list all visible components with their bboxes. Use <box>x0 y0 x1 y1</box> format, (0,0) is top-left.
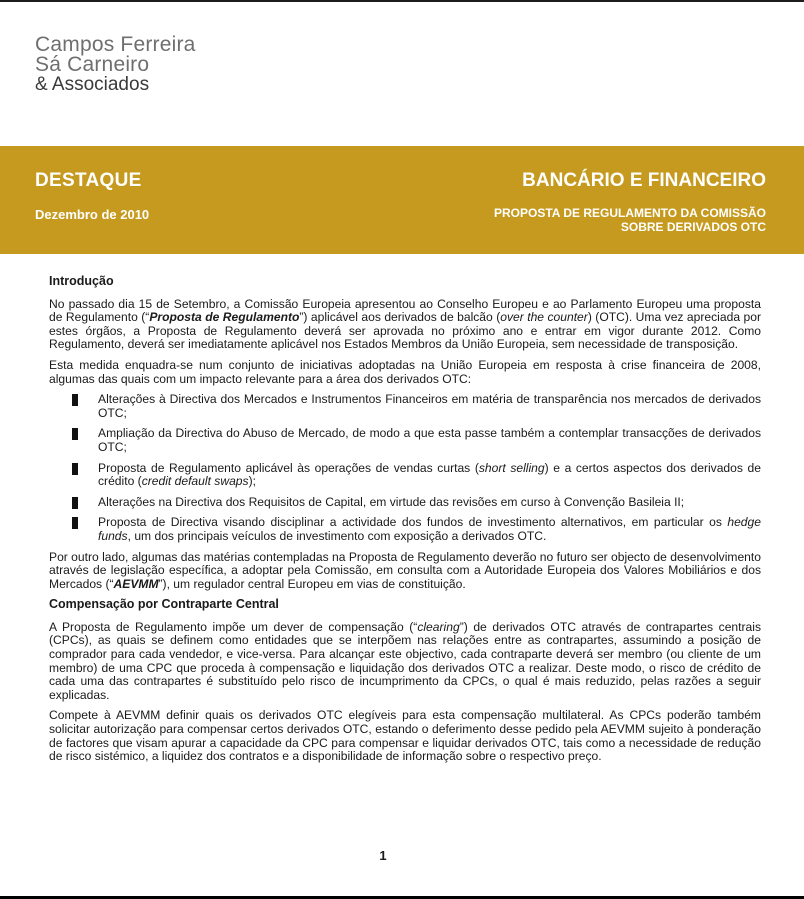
list-item-text: Alterações na Directiva dos Requisitos de Capital, em virtude das revisões em curso à Convenção Basileia II; <box>98 494 685 509</box>
italic-term: over the counter <box>500 310 588 325</box>
subtitle-line-1: PROPOSTA DE REGULAMENTO DA COMISSÃO <box>493 206 766 220</box>
subtitle-line-2: SOBRE DERIVADOS OTC <box>620 220 766 234</box>
list-item-text: Alterações à Directiva dos Mercados e Instrumentos Financeiros em matéria de transparência nos mercados de derivados OTC; <box>98 392 761 420</box>
text-run: ”) de derivados OTC através de contrapartes centrais (CPCs), as quais se definem como entidades que se interpõem nas relações entre as contrapartes, assumindo a posição de comprador para cada vendedor, e vice-versa. Para alcançar este objectivo, cada contraparte deverá ser membro (ou cliente de um membro) de uma CPC que proceda à compensação e liquidação dos derivados OTC a realizar. Deste modo, o risco de crédito de cada uma das contrapartes é substituído pelo risco de incumprimento da CPCs, o qual é mais reduzido, pelas razões a seguir explicadas. <box>49 619 761 702</box>
logo-line-2: Sá Carneiro <box>35 53 150 76</box>
document-body <box>49 275 761 771</box>
logo-line-1: Campos Ferreira <box>35 33 196 56</box>
firm-logo <box>35 35 196 95</box>
text-run: Por outro lado, algumas das matérias contempladas na Proposta de Regulamento deverão no futuro ser objecto de desenvolvimento através de legislação específica, a adoptar pela Comissão, em consulta com a Autoridade Europeia dos Valores Mobiliários e dos Mercados (“ <box>49 549 761 591</box>
bullet-marker <box>72 394 78 406</box>
intro-paragraph-1 <box>49 298 761 352</box>
document-subtitle <box>494 206 766 234</box>
text-run: A Proposta de Regulamento impõe um dever de compensação (“ <box>49 619 418 634</box>
text-run: ); <box>248 474 256 489</box>
intro-paragraph-2: Esta medida enquadra-se num conjunto de iniciativas adoptadas na União Europeia em resposta à crise financeira de 2008, algumas das quais com um impacto relevante para a área dos derivados OTC: <box>49 357 761 386</box>
italic-term: hedge funds <box>98 515 761 543</box>
bullet-marker <box>72 517 78 529</box>
text-run: No passado dia 15 de Setembro, a Comissão Europeia apresentou ao Conselho Europeu e ao Parlamento Europeu uma proposta de Regulamento (“ <box>49 296 761 325</box>
list-item-text: Ampliação da Directiva do Abuso de Mercado, de modo a que esta passe também a contemplar transacções de derivados OTC; <box>98 426 761 454</box>
bullet-marker <box>72 463 78 475</box>
logo-line-3: & Associados <box>35 74 150 95</box>
defined-term: AEVMM <box>113 576 159 591</box>
text-run: Proposta de Directiva visando disciplinar a actividade dos fundos de investimento alternativos, em particular os <box>98 515 728 530</box>
intro-paragraph-3 <box>49 551 761 592</box>
text-run: ) e a certos aspectos dos derivados de crédito ( <box>98 460 761 489</box>
list-item <box>49 496 761 510</box>
ccp-heading: Compensação por Contraparte Central <box>49 597 279 612</box>
italic-term: short selling <box>478 460 545 475</box>
initiatives-list <box>49 393 761 543</box>
intro-heading: Introdução <box>49 274 114 288</box>
text-run: , um dos principais veículos de investimento com exposição a derivados OTC. <box>127 528 547 543</box>
ccp-paragraph-1 <box>49 621 761 703</box>
header-band <box>0 146 804 254</box>
text-run: ”) aplicável aos derivados de balcão ( <box>299 310 501 325</box>
list-item <box>49 393 761 420</box>
text-run: ”), um regulador central Europeu em vias de constituição. <box>158 576 466 591</box>
list-item <box>49 462 761 489</box>
ccp-paragraph-2: Compete à AEVMM definir quais os derivados OTC elegíveis para esta compensação multilateral. As CPCs poderão também solicitar autorização para compensar certos derivados OTC, estando o deferimento desse pedido pela AEVMM sujeito à ponderação de factores que visam apurar a capacidade da CPC para compensar e liquidar derivados OTC, tais como a necessidade de redução de risco sistémico, a liquidez dos contratos e a disponibilidade de informação sobre o respectivo preço. <box>49 708 761 764</box>
list-item <box>49 516 761 543</box>
defined-term: Proposta de Regulamento <box>149 310 300 325</box>
page-number: 1 <box>379 848 387 863</box>
list-item <box>49 427 761 454</box>
italic-term: credit default swaps <box>141 474 249 489</box>
document-kind: DESTAQUE <box>35 170 142 191</box>
bullet-marker <box>72 428 78 440</box>
text-run: Proposta de Regulamento aplicável às operações de vendas curtas ( <box>98 460 479 475</box>
bullet-marker <box>72 497 78 509</box>
top-border <box>0 0 804 2</box>
italic-term: clearing <box>417 619 460 634</box>
practice-area: BANCÁRIO E FINANCEIRO <box>522 170 766 191</box>
text-run: ) (OTC). Uma vez apreciada por estes órgãos, a Proposta de Regulamento deverá ser aprovada no próximo ano e entrar em vigor durante 2012. Como Regulamento, deverá ser imediatamente aplicável nos Estados Membros da União Europeia, sem necessidade de transposição. <box>49 310 761 352</box>
document-date: Dezembro de 2010 <box>35 207 150 222</box>
